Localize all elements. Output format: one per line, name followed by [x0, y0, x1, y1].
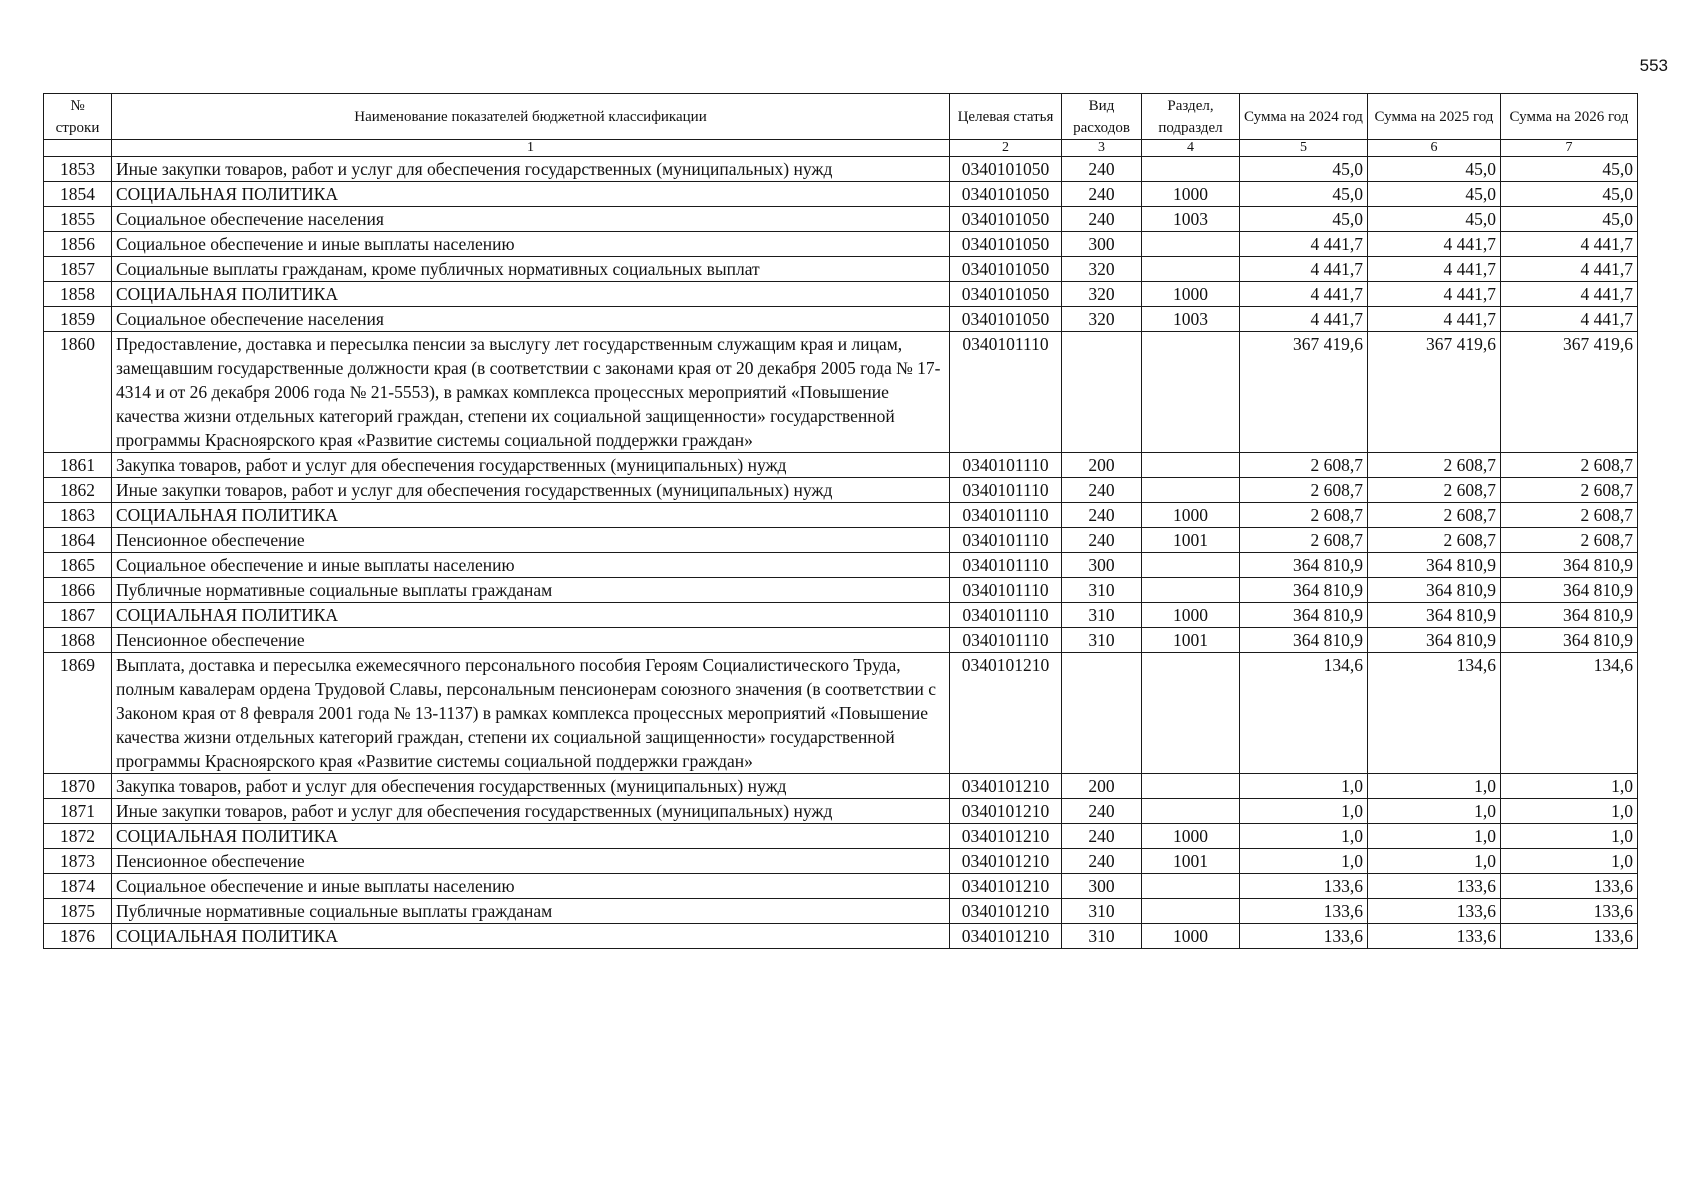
row-sum-2025: 1,0	[1368, 799, 1501, 824]
row-sum-2026: 133,6	[1501, 874, 1638, 899]
row-sum-2024: 364 810,9	[1240, 603, 1368, 628]
row-sum-2026: 364 810,9	[1501, 603, 1638, 628]
row-sum-2025: 1,0	[1368, 849, 1501, 874]
header-row-number: № строки	[44, 94, 112, 140]
row-name: СОЦИАЛЬНАЯ ПОЛИТИКА	[112, 503, 950, 528]
row-number: 1874	[44, 874, 112, 899]
column-number: 5	[1240, 140, 1368, 157]
row-number: 1860	[44, 332, 112, 453]
row-sum-2025: 2 608,7	[1368, 478, 1501, 503]
row-name: Иные закупки товаров, работ и услуг для обеспечения государственных (муниципальных) нужд	[112, 478, 950, 503]
table-row	[44, 874, 1638, 899]
row-name: Иные закупки товаров, работ и услуг для обеспечения государственных (муниципальных) нужд	[112, 799, 950, 824]
row-expense-kind: 320	[1062, 282, 1142, 307]
row-name: СОЦИАЛЬНАЯ ПОЛИТИКА	[112, 603, 950, 628]
row-sum-2024: 4 441,7	[1240, 282, 1368, 307]
row-section: 1000	[1142, 824, 1240, 849]
row-sum-2024: 133,6	[1240, 924, 1368, 949]
row-sum-2026: 1,0	[1501, 774, 1638, 799]
row-sum-2025: 364 810,9	[1368, 628, 1501, 653]
row-target-article: 0340101210	[950, 653, 1062, 774]
row-sum-2024: 2 608,7	[1240, 503, 1368, 528]
row-sum-2025: 364 810,9	[1368, 578, 1501, 603]
table-row	[44, 453, 1638, 478]
row-name: Социальное обеспечение и иные выплаты населению	[112, 874, 950, 899]
row-sum-2024: 1,0	[1240, 849, 1368, 874]
row-target-article: 0340101110	[950, 553, 1062, 578]
row-sum-2025: 45,0	[1368, 182, 1501, 207]
row-expense-kind: 310	[1062, 603, 1142, 628]
column-number: 2	[950, 140, 1062, 157]
row-number: 1858	[44, 282, 112, 307]
row-sum-2024: 2 608,7	[1240, 478, 1368, 503]
row-number: 1873	[44, 849, 112, 874]
row-number: 1872	[44, 824, 112, 849]
row-sum-2026: 1,0	[1501, 824, 1638, 849]
row-name: СОЦИАЛЬНАЯ ПОЛИТИКА	[112, 182, 950, 207]
row-section	[1142, 257, 1240, 282]
row-target-article: 0340101210	[950, 799, 1062, 824]
table-row	[44, 849, 1638, 874]
row-section: 1000	[1142, 182, 1240, 207]
page-number: 553	[1639, 56, 1668, 75]
row-sum-2025: 2 608,7	[1368, 503, 1501, 528]
row-target-article: 0340101210	[950, 824, 1062, 849]
row-section	[1142, 653, 1240, 774]
row-number: 1876	[44, 924, 112, 949]
row-name: Пенсионное обеспечение	[112, 628, 950, 653]
column-number: 3	[1062, 140, 1142, 157]
row-section	[1142, 232, 1240, 257]
row-section	[1142, 478, 1240, 503]
row-sum-2025: 1,0	[1368, 824, 1501, 849]
row-target-article: 0340101110	[950, 628, 1062, 653]
row-name: Социальное обеспечение и иные выплаты населению	[112, 232, 950, 257]
row-number: 1869	[44, 653, 112, 774]
row-section: 1001	[1142, 628, 1240, 653]
row-sum-2025: 367 419,6	[1368, 332, 1501, 453]
table-row	[44, 332, 1638, 453]
row-sum-2026: 2 608,7	[1501, 528, 1638, 553]
row-name: Пенсионное обеспечение	[112, 849, 950, 874]
row-expense-kind	[1062, 653, 1142, 774]
row-sum-2026: 133,6	[1501, 899, 1638, 924]
header-sum-2026: Сумма на 2026 год	[1501, 94, 1638, 140]
row-sum-2026: 4 441,7	[1501, 232, 1638, 257]
row-target-article: 0340101050	[950, 157, 1062, 182]
row-name: Выплата, доставка и пересылка ежемесячного персонального пособия Героям Социалистического Труда, полным кавалерам ордена Трудовой Славы, персональным пенсионерам союзного значения (в соответствии с Законом края от 8 февраля 2001 года № 13-1137) в рамках комплекса процессных мероприятий «Повышение качества жизни отдельных категорий граждан, степени их социальной защищенности» государственной программы Красноярского края «Развитие системы социальной поддержки граждан»	[112, 653, 950, 774]
table-row	[44, 182, 1638, 207]
row-name: Предоставление, доставка и пересылка пенсии за выслугу лет государственным служащим края и лицам, замещавшим государственные должности края (в соответствии с законами края от 20 декабря 2005 года № 17-4314 и от 26 декабря 2006 года № 21-5553), в рамках комплекса процессных мероприятий «Повышение качества жизни отдельных категорий граждан, степени их социальной защищенности» государственной программы Красноярского края «Развитие системы социальной поддержки граждан»	[112, 332, 950, 453]
row-number: 1856	[44, 232, 112, 257]
budget-table	[43, 93, 1638, 949]
row-sum-2024: 133,6	[1240, 899, 1368, 924]
row-sum-2026: 1,0	[1501, 849, 1638, 874]
row-section: 1000	[1142, 924, 1240, 949]
row-section: 1001	[1142, 849, 1240, 874]
row-target-article: 0340101050	[950, 182, 1062, 207]
row-section	[1142, 332, 1240, 453]
row-number: 1855	[44, 207, 112, 232]
row-sum-2026: 4 441,7	[1501, 282, 1638, 307]
row-number: 1853	[44, 157, 112, 182]
row-number: 1864	[44, 528, 112, 553]
row-section	[1142, 899, 1240, 924]
row-target-article: 0340101210	[950, 874, 1062, 899]
row-expense-kind: 240	[1062, 824, 1142, 849]
row-name: Социальное обеспечение населения	[112, 207, 950, 232]
row-expense-kind	[1062, 332, 1142, 453]
row-sum-2026: 134,6	[1501, 653, 1638, 774]
row-name: Закупка товаров, работ и услуг для обеспечения государственных (муниципальных) нужд	[112, 453, 950, 478]
table-row	[44, 307, 1638, 332]
row-expense-kind: 240	[1062, 849, 1142, 874]
row-section	[1142, 453, 1240, 478]
table-row	[44, 157, 1638, 182]
row-sum-2026: 4 441,7	[1501, 257, 1638, 282]
row-section	[1142, 578, 1240, 603]
row-expense-kind: 200	[1062, 774, 1142, 799]
row-name: Закупка товаров, работ и услуг для обеспечения государственных (муниципальных) нужд	[112, 774, 950, 799]
column-number: 7	[1501, 140, 1638, 157]
row-target-article: 0340101050	[950, 232, 1062, 257]
table-row	[44, 899, 1638, 924]
row-name: Социальное обеспечение и иные выплаты населению	[112, 553, 950, 578]
row-sum-2024: 133,6	[1240, 874, 1368, 899]
column-number: 4	[1142, 140, 1240, 157]
row-expense-kind: 240	[1062, 182, 1142, 207]
table-row	[44, 824, 1638, 849]
row-sum-2026: 2 608,7	[1501, 503, 1638, 528]
row-sum-2025: 45,0	[1368, 207, 1501, 232]
row-number: 1871	[44, 799, 112, 824]
row-sum-2025: 133,6	[1368, 924, 1501, 949]
row-sum-2025: 2 608,7	[1368, 453, 1501, 478]
row-name: Социальные выплаты гражданам, кроме публичных нормативных социальных выплат	[112, 257, 950, 282]
table-row	[44, 232, 1638, 257]
row-expense-kind: 300	[1062, 553, 1142, 578]
row-sum-2024: 364 810,9	[1240, 628, 1368, 653]
table-row	[44, 653, 1638, 774]
table-row	[44, 553, 1638, 578]
table-row	[44, 503, 1638, 528]
header-expense-kind: Вид расходов	[1062, 94, 1142, 140]
header-section: Раздел, подраздел	[1142, 94, 1240, 140]
row-sum-2025: 133,6	[1368, 899, 1501, 924]
row-sum-2025: 133,6	[1368, 874, 1501, 899]
row-section: 1000	[1142, 282, 1240, 307]
row-sum-2026: 364 810,9	[1501, 628, 1638, 653]
row-sum-2025: 364 810,9	[1368, 553, 1501, 578]
table-row	[44, 478, 1638, 503]
row-sum-2024: 134,6	[1240, 653, 1368, 774]
row-sum-2024: 1,0	[1240, 824, 1368, 849]
table-row	[44, 282, 1638, 307]
row-sum-2024: 4 441,7	[1240, 307, 1368, 332]
row-target-article: 0340101050	[950, 257, 1062, 282]
row-sum-2024: 367 419,6	[1240, 332, 1368, 453]
row-target-article: 0340101110	[950, 603, 1062, 628]
row-target-article: 0340101050	[950, 307, 1062, 332]
row-number: 1859	[44, 307, 112, 332]
row-sum-2026: 1,0	[1501, 799, 1638, 824]
row-section: 1003	[1142, 307, 1240, 332]
row-expense-kind: 240	[1062, 478, 1142, 503]
row-target-article: 0340101210	[950, 899, 1062, 924]
row-target-article: 0340101110	[950, 332, 1062, 453]
table-header	[44, 94, 1638, 157]
row-expense-kind: 300	[1062, 874, 1142, 899]
row-section	[1142, 774, 1240, 799]
table-row	[44, 774, 1638, 799]
row-number: 1870	[44, 774, 112, 799]
row-number: 1868	[44, 628, 112, 653]
table-row	[44, 528, 1638, 553]
header-sum-2025: Сумма на 2025 год	[1368, 94, 1501, 140]
row-section: 1000	[1142, 503, 1240, 528]
table-row	[44, 207, 1638, 232]
row-number: 1865	[44, 553, 112, 578]
row-target-article: 0340101210	[950, 924, 1062, 949]
row-section	[1142, 874, 1240, 899]
row-target-article: 0340101210	[950, 774, 1062, 799]
row-sum-2024: 2 608,7	[1240, 453, 1368, 478]
row-sum-2024: 4 441,7	[1240, 257, 1368, 282]
row-expense-kind: 240	[1062, 207, 1142, 232]
row-section: 1003	[1142, 207, 1240, 232]
row-expense-kind: 310	[1062, 578, 1142, 603]
row-number: 1875	[44, 899, 112, 924]
row-target-article: 0340101110	[950, 578, 1062, 603]
row-number: 1861	[44, 453, 112, 478]
row-expense-kind: 240	[1062, 799, 1142, 824]
row-number: 1857	[44, 257, 112, 282]
row-sum-2025: 4 441,7	[1368, 307, 1501, 332]
row-name: СОЦИАЛЬНАЯ ПОЛИТИКА	[112, 824, 950, 849]
row-expense-kind: 310	[1062, 924, 1142, 949]
column-number: 6	[1368, 140, 1501, 157]
row-name: Публичные нормативные социальные выплаты гражданам	[112, 899, 950, 924]
row-sum-2025: 4 441,7	[1368, 282, 1501, 307]
row-sum-2026: 45,0	[1501, 207, 1638, 232]
row-name: СОЦИАЛЬНАЯ ПОЛИТИКА	[112, 924, 950, 949]
row-sum-2026: 2 608,7	[1501, 453, 1638, 478]
row-name: СОЦИАЛЬНАЯ ПОЛИТИКА	[112, 282, 950, 307]
row-sum-2025: 45,0	[1368, 157, 1501, 182]
row-sum-2026: 133,6	[1501, 924, 1638, 949]
row-number: 1867	[44, 603, 112, 628]
row-number: 1863	[44, 503, 112, 528]
row-expense-kind: 240	[1062, 528, 1142, 553]
row-sum-2025: 364 810,9	[1368, 603, 1501, 628]
header-sum-2024: Сумма на 2024 год	[1240, 94, 1368, 140]
row-sum-2024: 4 441,7	[1240, 232, 1368, 257]
row-sum-2026: 45,0	[1501, 182, 1638, 207]
row-expense-kind: 300	[1062, 232, 1142, 257]
row-target-article: 0340101110	[950, 503, 1062, 528]
row-name: Публичные нормативные социальные выплаты гражданам	[112, 578, 950, 603]
row-name: Пенсионное обеспечение	[112, 528, 950, 553]
table-row	[44, 924, 1638, 949]
column-number: 1	[112, 140, 950, 157]
table-row	[44, 603, 1638, 628]
header-target-article: Целевая статья	[950, 94, 1062, 140]
row-sum-2026: 45,0	[1501, 157, 1638, 182]
row-sum-2024: 2 608,7	[1240, 528, 1368, 553]
row-sum-2024: 1,0	[1240, 799, 1368, 824]
row-sum-2024: 45,0	[1240, 182, 1368, 207]
row-sum-2024: 1,0	[1240, 774, 1368, 799]
row-target-article: 0340101110	[950, 478, 1062, 503]
row-expense-kind: 320	[1062, 307, 1142, 332]
row-sum-2026: 364 810,9	[1501, 578, 1638, 603]
row-sum-2026: 364 810,9	[1501, 553, 1638, 578]
row-section: 1001	[1142, 528, 1240, 553]
row-sum-2025: 4 441,7	[1368, 232, 1501, 257]
row-sum-2025: 1,0	[1368, 774, 1501, 799]
row-target-article: 0340101110	[950, 453, 1062, 478]
column-number	[44, 140, 112, 157]
row-section: 1000	[1142, 603, 1240, 628]
row-sum-2024: 364 810,9	[1240, 553, 1368, 578]
row-sum-2026: 367 419,6	[1501, 332, 1638, 453]
row-expense-kind: 320	[1062, 257, 1142, 282]
row-expense-kind: 200	[1062, 453, 1142, 478]
row-expense-kind: 310	[1062, 628, 1142, 653]
row-target-article: 0340101050	[950, 207, 1062, 232]
row-sum-2025: 4 441,7	[1368, 257, 1501, 282]
row-sum-2024: 364 810,9	[1240, 578, 1368, 603]
row-sum-2024: 45,0	[1240, 157, 1368, 182]
row-name: Социальное обеспечение населения	[112, 307, 950, 332]
table-body	[44, 157, 1638, 949]
row-section	[1142, 553, 1240, 578]
row-sum-2026: 2 608,7	[1501, 478, 1638, 503]
row-target-article: 0340101210	[950, 849, 1062, 874]
row-sum-2024: 45,0	[1240, 207, 1368, 232]
row-number: 1862	[44, 478, 112, 503]
table-row	[44, 257, 1638, 282]
table-row	[44, 628, 1638, 653]
row-sum-2025: 134,6	[1368, 653, 1501, 774]
row-expense-kind: 310	[1062, 899, 1142, 924]
header-name: Наименование показателей бюджетной классификации	[112, 94, 950, 140]
row-expense-kind: 240	[1062, 157, 1142, 182]
row-sum-2025: 2 608,7	[1368, 528, 1501, 553]
row-number: 1854	[44, 182, 112, 207]
row-sum-2026: 4 441,7	[1501, 307, 1638, 332]
table-row	[44, 578, 1638, 603]
row-section	[1142, 799, 1240, 824]
row-target-article: 0340101110	[950, 528, 1062, 553]
row-target-article: 0340101050	[950, 282, 1062, 307]
row-name: Иные закупки товаров, работ и услуг для обеспечения государственных (муниципальных) нужд	[112, 157, 950, 182]
row-section	[1142, 157, 1240, 182]
table-row	[44, 799, 1638, 824]
row-number: 1866	[44, 578, 112, 603]
row-expense-kind: 240	[1062, 503, 1142, 528]
